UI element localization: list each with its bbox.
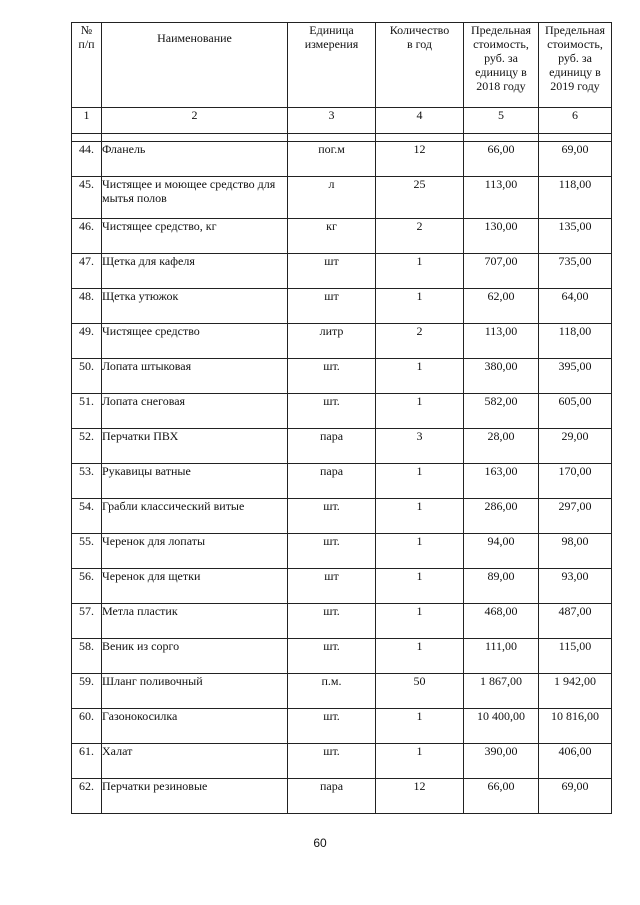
price-2018: 113,00: [464, 324, 539, 359]
unit-of-measure: шт.: [288, 709, 376, 744]
table-row: [72, 289, 612, 324]
price-2019: 98,00: [539, 534, 612, 569]
unit-of-measure: пара: [288, 429, 376, 464]
table-row: [72, 709, 612, 744]
table-row: [72, 464, 612, 499]
column-number: 6: [539, 108, 612, 134]
price-2019: 69,00: [539, 142, 612, 177]
annual-quantity: 1: [376, 604, 464, 639]
price-2018: 89,00: [464, 569, 539, 604]
item-name: Метла пластик: [102, 604, 288, 639]
row-number: 50.: [72, 359, 102, 394]
item-name: Лопата штыковая: [102, 359, 288, 394]
price-2019: 395,00: [539, 359, 612, 394]
unit-of-measure: кг: [288, 219, 376, 254]
item-name: Щетка для кафеля: [102, 254, 288, 289]
row-number: 53.: [72, 464, 102, 499]
annual-quantity: 1: [376, 359, 464, 394]
row-number: 60.: [72, 709, 102, 744]
header-price-2018: Предельная стоимость, руб. за единицу в 2018 году: [464, 23, 539, 108]
price-2019: 297,00: [539, 499, 612, 534]
table-row: [72, 219, 612, 254]
unit-of-measure: шт.: [288, 394, 376, 429]
price-2019: 1 942,00: [539, 674, 612, 709]
annual-quantity: 3: [376, 429, 464, 464]
row-number: 59.: [72, 674, 102, 709]
annual-quantity: 12: [376, 142, 464, 177]
price-2019: 118,00: [539, 324, 612, 359]
item-name: Чистящее средство, кг: [102, 219, 288, 254]
table-row: [72, 674, 612, 709]
unit-of-measure: л: [288, 177, 376, 219]
unit-of-measure: шт.: [288, 499, 376, 534]
item-name: Газонокосилка: [102, 709, 288, 744]
price-2019: 135,00: [539, 219, 612, 254]
row-number: 57.: [72, 604, 102, 639]
item-name: Черенок для лопаты: [102, 534, 288, 569]
annual-quantity: 1: [376, 569, 464, 604]
unit-of-measure: шт.: [288, 639, 376, 674]
row-number: 49.: [72, 324, 102, 359]
annual-quantity: 1: [376, 254, 464, 289]
price-2019: 29,00: [539, 429, 612, 464]
table-row: [72, 142, 612, 177]
price-2018: 28,00: [464, 429, 539, 464]
column-number: 2: [102, 108, 288, 134]
item-name: Щетка утюжок: [102, 289, 288, 324]
column-number: 3: [288, 108, 376, 134]
table-row: [72, 604, 612, 639]
item-name: Черенок для щетки: [102, 569, 288, 604]
row-number: 61.: [72, 744, 102, 779]
row-number: 62.: [72, 779, 102, 814]
item-name: Фланель: [102, 142, 288, 177]
price-2018: 94,00: [464, 534, 539, 569]
price-2018: 10 400,00: [464, 709, 539, 744]
annual-quantity: 1: [376, 289, 464, 324]
unit-of-measure: шт.: [288, 534, 376, 569]
row-number: 48.: [72, 289, 102, 324]
price-2019: 118,00: [539, 177, 612, 219]
row-number: 54.: [72, 499, 102, 534]
price-2018: 286,00: [464, 499, 539, 534]
price-2018: 582,00: [464, 394, 539, 429]
header-unit: Единица измерения: [288, 23, 376, 108]
item-name: Веник из сорго: [102, 639, 288, 674]
price-2018: 380,00: [464, 359, 539, 394]
price-2018: 1 867,00: [464, 674, 539, 709]
row-number: 51.: [72, 394, 102, 429]
price-2018: 66,00: [464, 142, 539, 177]
item-name: Халат: [102, 744, 288, 779]
price-2018: 62,00: [464, 289, 539, 324]
table-row: [72, 177, 612, 219]
page-number: 60: [313, 836, 327, 850]
price-2019: 69,00: [539, 779, 612, 814]
price-table: [71, 22, 612, 814]
unit-of-measure: шт.: [288, 744, 376, 779]
item-name: Рукавицы ватные: [102, 464, 288, 499]
annual-quantity: 1: [376, 394, 464, 429]
column-number-row: [72, 108, 612, 134]
price-2018: 130,00: [464, 219, 539, 254]
header-price-2019: Предельная стоимость, руб. за единицу в 2019 году: [539, 23, 612, 108]
row-number: 44.: [72, 142, 102, 177]
table-row: [72, 744, 612, 779]
price-2019: 115,00: [539, 639, 612, 674]
row-number: 56.: [72, 569, 102, 604]
item-name: Чистящее и моющее средство для мытья полов: [102, 177, 288, 219]
price-2019: 93,00: [539, 569, 612, 604]
annual-quantity: 12: [376, 779, 464, 814]
price-2019: 605,00: [539, 394, 612, 429]
price-2018: 468,00: [464, 604, 539, 639]
unit-of-measure: п.м.: [288, 674, 376, 709]
price-2019: 735,00: [539, 254, 612, 289]
table-row: [72, 534, 612, 569]
annual-quantity: 1: [376, 744, 464, 779]
price-2019: 487,00: [539, 604, 612, 639]
item-name: Перчатки резиновые: [102, 779, 288, 814]
table-row: [72, 639, 612, 674]
price-2019: 170,00: [539, 464, 612, 499]
price-2018: 113,00: [464, 177, 539, 219]
column-number: 4: [376, 108, 464, 134]
annual-quantity: 1: [376, 639, 464, 674]
unit-of-measure: шт: [288, 569, 376, 604]
unit-of-measure: литр: [288, 324, 376, 359]
row-number: 46.: [72, 219, 102, 254]
price-2019: 10 816,00: [539, 709, 612, 744]
row-number: 45.: [72, 177, 102, 219]
price-2018: 66,00: [464, 779, 539, 814]
price-2018: 111,00: [464, 639, 539, 674]
table-row: [72, 779, 612, 814]
annual-quantity: 1: [376, 534, 464, 569]
row-number: 55.: [72, 534, 102, 569]
table-row: [72, 394, 612, 429]
unit-of-measure: шт: [288, 289, 376, 324]
header-name: Наименование: [102, 23, 288, 108]
price-2018: 163,00: [464, 464, 539, 499]
unit-of-measure: шт.: [288, 604, 376, 639]
annual-quantity: 2: [376, 324, 464, 359]
header-number: № п/п: [72, 23, 102, 108]
row-number: 58.: [72, 639, 102, 674]
annual-quantity: 2: [376, 219, 464, 254]
item-name: Чистящее средство: [102, 324, 288, 359]
annual-quantity: 25: [376, 177, 464, 219]
table-row: [72, 359, 612, 394]
annual-quantity: 50: [376, 674, 464, 709]
unit-of-measure: пог.м: [288, 142, 376, 177]
item-name: Лопата снеговая: [102, 394, 288, 429]
row-number: 52.: [72, 429, 102, 464]
table-row: [72, 429, 612, 464]
unit-of-measure: пара: [288, 779, 376, 814]
item-name: Шланг поливочный: [102, 674, 288, 709]
price-2018: 390,00: [464, 744, 539, 779]
price-2018: 707,00: [464, 254, 539, 289]
annual-quantity: 1: [376, 464, 464, 499]
price-2019: 64,00: [539, 289, 612, 324]
table-row: [72, 569, 612, 604]
table-row: [72, 324, 612, 359]
annual-quantity: 1: [376, 499, 464, 534]
unit-of-measure: шт: [288, 254, 376, 289]
table-row: [72, 254, 612, 289]
item-name: Перчатки ПВХ: [102, 429, 288, 464]
row-number: 47.: [72, 254, 102, 289]
unit-of-measure: шт.: [288, 359, 376, 394]
header-row: [72, 23, 612, 108]
column-number: 5: [464, 108, 539, 134]
table-gap: [72, 134, 612, 142]
annual-quantity: 1: [376, 709, 464, 744]
header-quantity: Количество в год: [376, 23, 464, 108]
column-number: 1: [72, 108, 102, 134]
price-2019: 406,00: [539, 744, 612, 779]
unit-of-measure: пара: [288, 464, 376, 499]
table-row: [72, 499, 612, 534]
item-name: Грабли классический витые: [102, 499, 288, 534]
